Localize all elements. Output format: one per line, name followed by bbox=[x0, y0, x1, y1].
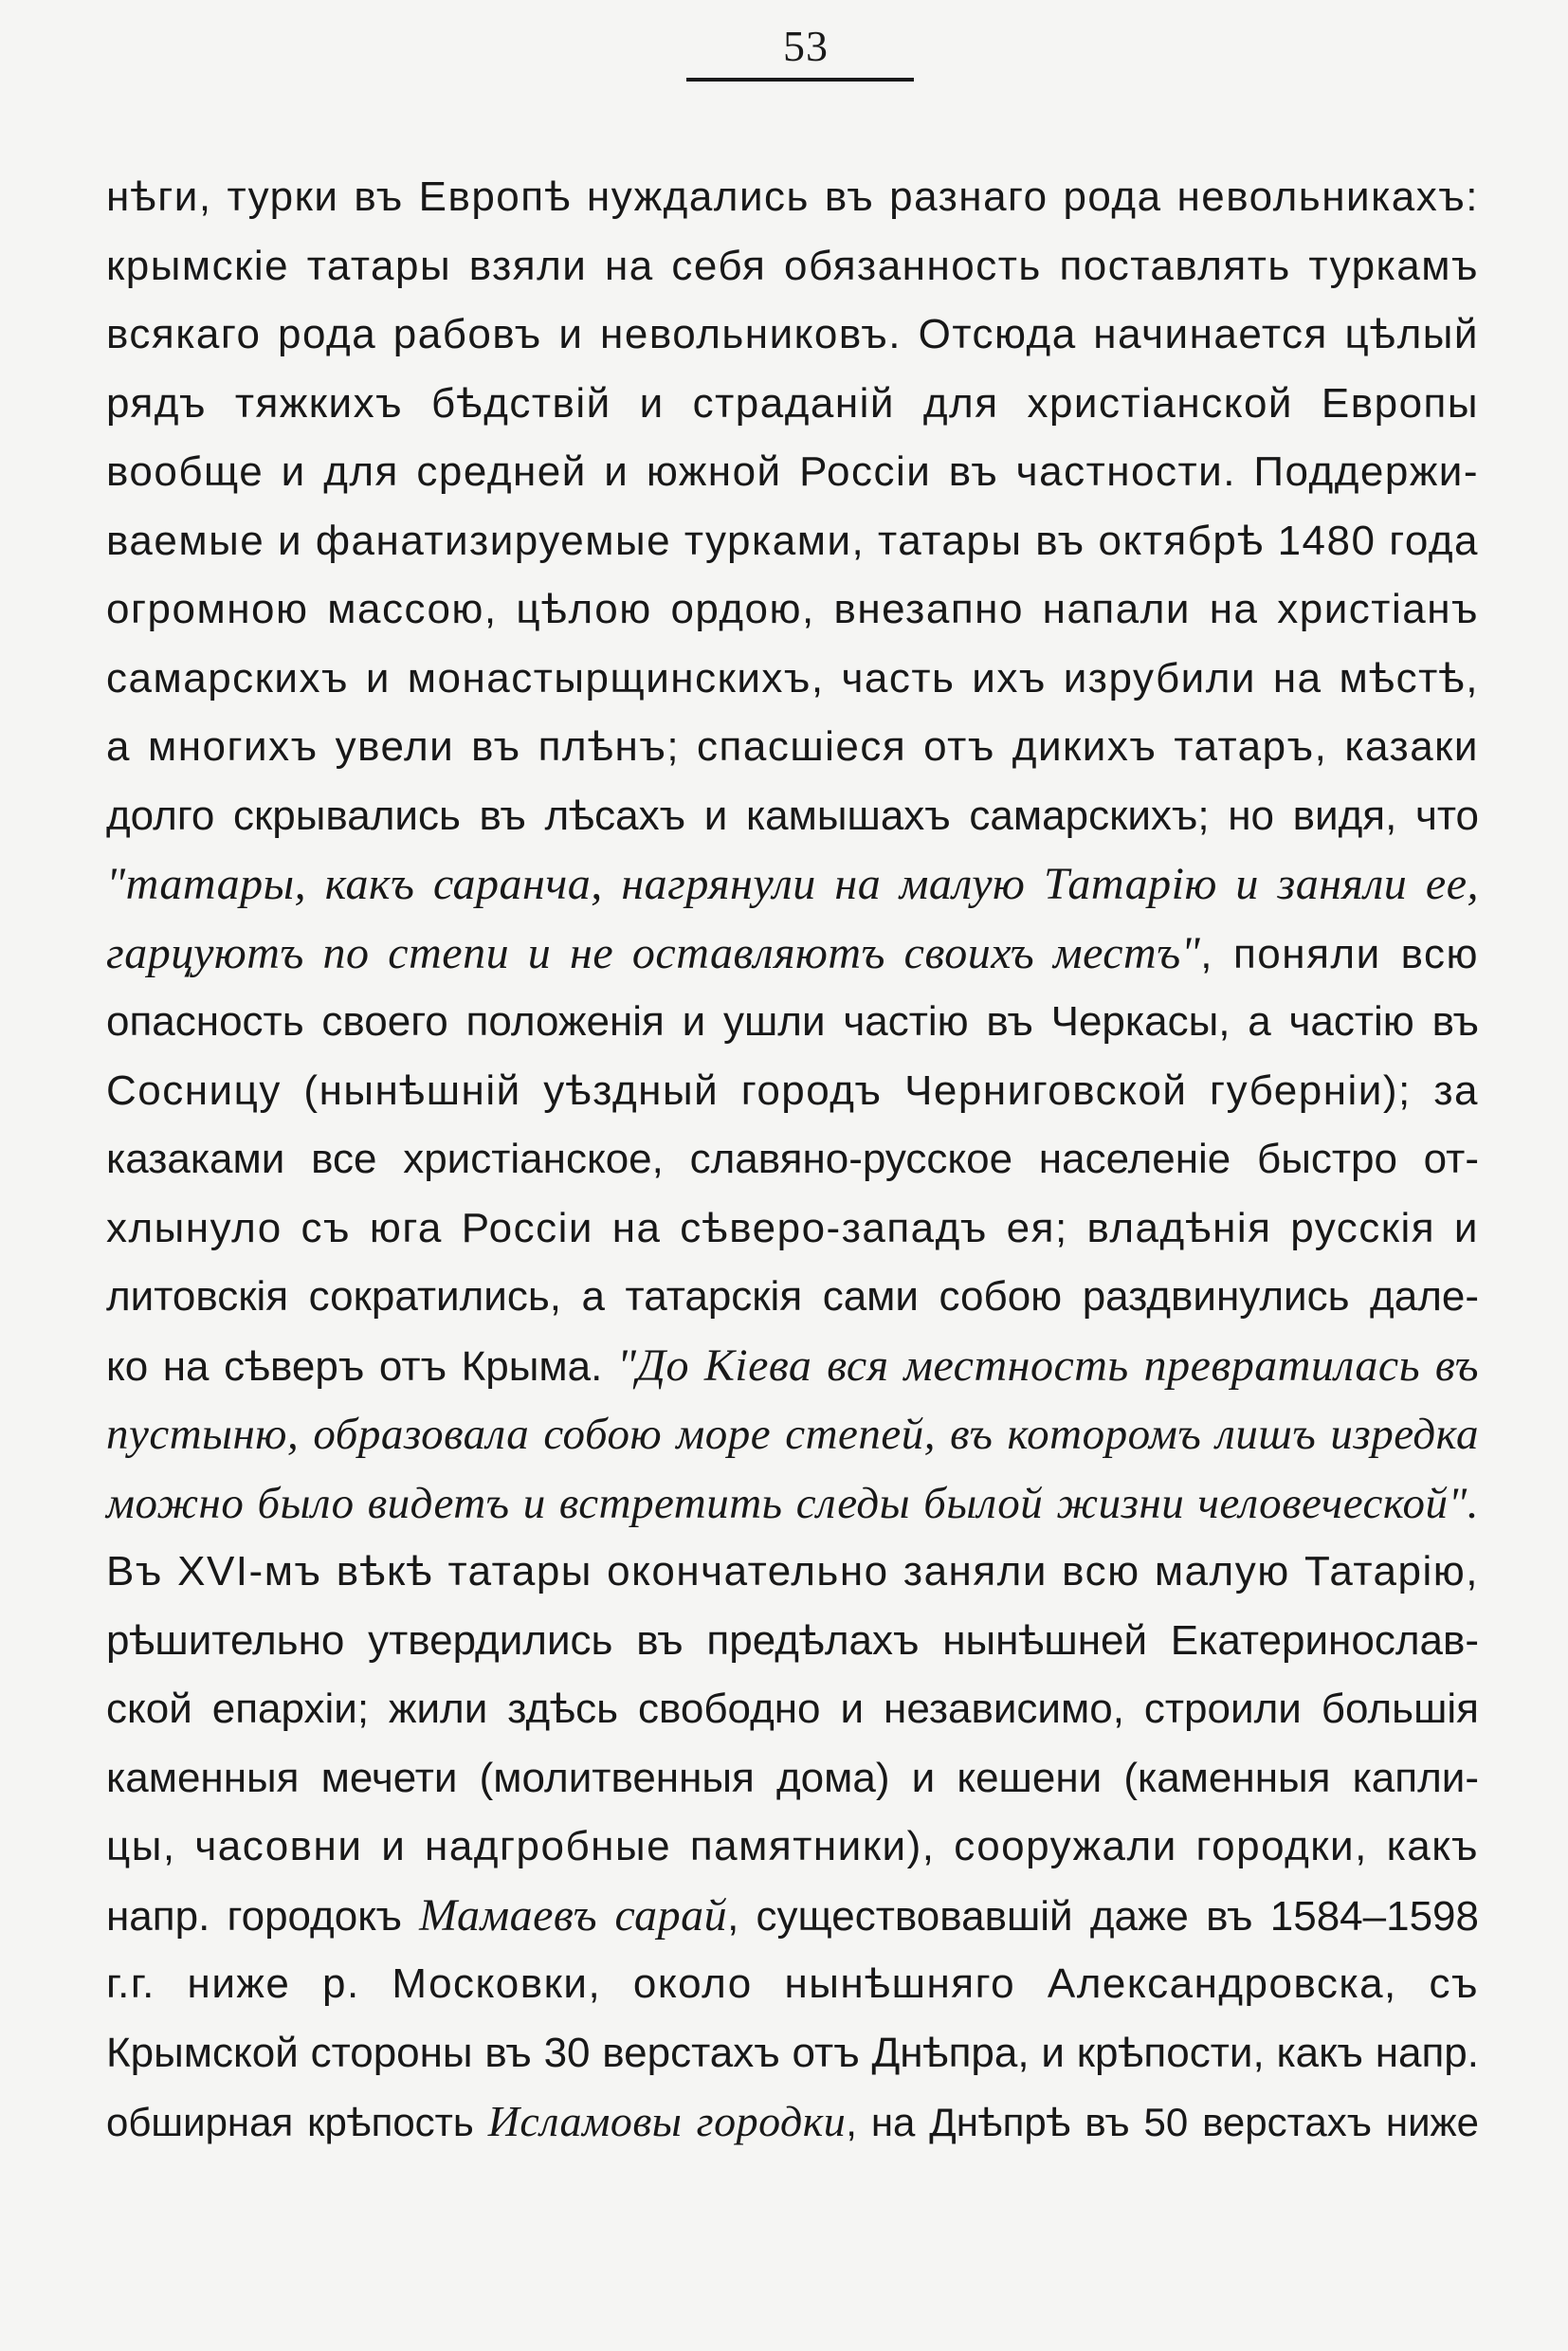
body-text-segment: опасность своего положенія и ушли частію въ Черкасы, а частію въ bbox=[106, 998, 1479, 1045]
body-text-segment: литовскія сократились, а татарскія сами собою раздвинулись дале- bbox=[106, 1273, 1479, 1320]
page-number-rule bbox=[686, 78, 914, 82]
text-line bbox=[106, 2019, 1479, 2088]
text-line bbox=[106, 1744, 1479, 1813]
text-line bbox=[106, 920, 1479, 989]
body-text-segment: Сосницу (нынѣшній уѣздный городъ Черниговской губерніи); за bbox=[106, 1066, 1479, 1114]
body-text-segment: Крымской стороны въ 30 верстахъ отъ Днѣпра, и крѣпости, какъ напр. bbox=[106, 2029, 1479, 2076]
body-text-segment: а многихъ увели въ плѣнъ; спасшіеся отъ дикихъ татаръ, казаки bbox=[106, 723, 1479, 770]
body-text-segment: ко на сѣверъ отъ Крыма. bbox=[106, 1342, 617, 1390]
text-line bbox=[106, 370, 1479, 439]
text-line bbox=[106, 575, 1479, 645]
text-line bbox=[106, 232, 1479, 301]
text-line bbox=[106, 1813, 1479, 1882]
body-text-segment: рѣшительно утвердились въ предѣлахъ нынѣшней Екатеринослав- bbox=[106, 1616, 1479, 1664]
body-text-segment: цы, часовни и надгробные памятники), сооружали городки, какъ bbox=[106, 1823, 1479, 1869]
italic-quote-text: можно было видетъ и встретить следы былой жизни человеческой". bbox=[106, 1478, 1479, 1528]
text-line bbox=[106, 1400, 1479, 1469]
page-number: 53 bbox=[783, 22, 829, 70]
text-line bbox=[106, 713, 1479, 782]
text-line bbox=[106, 1125, 1479, 1194]
body-text-segment: г.г. ниже р. Московки, около нынѣшняго Александровска, съ bbox=[106, 1960, 1479, 2007]
body-text-segment: , существовавшій даже въ 1584–1598 bbox=[727, 1892, 1480, 1940]
text-line bbox=[106, 645, 1479, 714]
body-text-segment: , на Днѣпрѣ въ 50 верстахъ ниже bbox=[846, 2100, 1479, 2144]
italic-quote-text: Мамаевъ сарай bbox=[419, 1889, 728, 1941]
text-line bbox=[106, 438, 1479, 507]
text-line bbox=[106, 850, 1479, 920]
italic-quote-text: "татары, какъ саранча, нагрянули на малую Татарію и заняли ее, bbox=[106, 859, 1479, 909]
text-line bbox=[106, 782, 1479, 851]
text-line bbox=[106, 988, 1479, 1057]
body-text-segment: Въ XVI-мъ вѣкѣ татары окончательно заняли всю малую Татарію, bbox=[106, 1548, 1479, 1595]
text-line bbox=[106, 1332, 1479, 1401]
body-text-segment: рядъ тяжкихъ бѣдствій и страданій для христіанской Европы bbox=[106, 379, 1479, 427]
text-line bbox=[106, 1194, 1479, 1264]
body-text-segment: самарскихъ и монастырщинскихъ, часть ихъ изрубили на мѣстѣ, bbox=[106, 654, 1479, 702]
body-text-segment: долго скрывались въ лѣсахъ и камышахъ самарскихъ; но видя, что bbox=[106, 792, 1479, 839]
body-text-segment: ваемые и фанатизируемые турками, татары въ октябрѣ 1480 года bbox=[106, 517, 1479, 564]
body-text-segment: хлынуло съ юга Россіи на сѣверо-западъ ея; владѣнія русскія и bbox=[106, 1204, 1479, 1251]
text-line bbox=[106, 1469, 1479, 1539]
text-line bbox=[106, 1675, 1479, 1744]
text-line bbox=[106, 1950, 1479, 2019]
text-line bbox=[106, 507, 1479, 576]
body-text-segment: вообще и для средней и южной Россіи въ частности. Поддержи- bbox=[106, 448, 1479, 495]
body-text-segment: казаками все христіанское, славяно-русское населеніе быстро от- bbox=[106, 1136, 1479, 1182]
text-line bbox=[106, 301, 1479, 370]
text-line bbox=[106, 1263, 1479, 1332]
text-line bbox=[106, 1057, 1479, 1126]
body-text-segment: крымскіе татары взяли на себя обязанность поставлять туркамъ bbox=[106, 242, 1479, 289]
text-line bbox=[106, 1607, 1479, 1676]
text-line bbox=[106, 1882, 1479, 1951]
italic-quote-text: Исламовы городки bbox=[487, 2097, 847, 2145]
body-text-segment: ской епархіи; жили здѣсь свободно и независимо, строили большія bbox=[106, 1686, 1479, 1732]
text-line bbox=[106, 2087, 1479, 2157]
body-text-segment: напр. городокъ bbox=[106, 1892, 420, 1940]
body-text-segment: нѣги, турки въ Европѣ нуждались въ разнаго рода невольникахъ: bbox=[106, 173, 1479, 220]
body-text-segment: , поняли всю bbox=[1200, 930, 1479, 977]
text-line bbox=[106, 1538, 1479, 1607]
italic-quote-text: "До Кіева вся местность превратилась въ bbox=[616, 1340, 1479, 1391]
italic-quote-text: пустыню, образовала собою море степей, въ которомъ лишъ изредка bbox=[106, 1410, 1479, 1459]
text-line bbox=[106, 163, 1479, 232]
body-text-segment: огромною массою, цѣлою ордою, внезапно напали на христіанъ bbox=[106, 586, 1479, 632]
italic-quote-text: гарцуютъ по степи и не оставляютъ своихъ местъ" bbox=[106, 927, 1201, 978]
body-text-segment: каменныя мечети (молитвенныя дома) и кешени (каменныя капли- bbox=[106, 1754, 1479, 1801]
body-text bbox=[106, 163, 1479, 2157]
body-text-segment: обширная крѣпость bbox=[106, 2100, 488, 2144]
body-text-segment: всякаго рода рабовъ и невольниковъ. Отсюда начинается цѣлый bbox=[106, 311, 1479, 357]
